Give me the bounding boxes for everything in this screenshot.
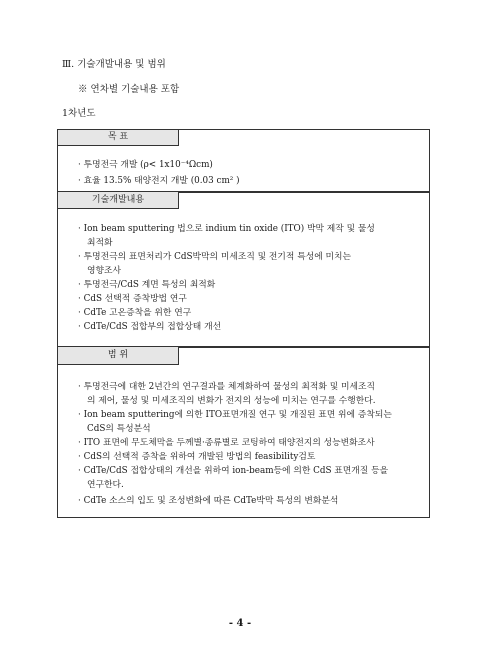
content-item-cont: 최적화	[87, 238, 113, 248]
content-item: · CdTe 고온증착을 위한 연구	[78, 308, 192, 318]
content-header: 기술개발내용	[58, 192, 179, 209]
scope-item: · Ion beam sputtering에 의한 ITO표면개질 연구 및 개질된 표면 위에 증착되는	[78, 410, 392, 420]
scope-item-cont: 의 제어, 물성 및 미세조직의 변화가 전지의 성능에 미치는 연구를 수행한다.	[87, 396, 376, 406]
scope-item: · 투명전극에 대한 2년간의 연구결과를 체계화하여 물성의 최적화 및 미세조직	[78, 382, 375, 392]
goals-header: 목 표	[58, 130, 179, 146]
content-item: · CdTe/CdS 접합부의 접합상태 개선	[78, 322, 222, 332]
goal-item: · 투명전극 개발 (ρ< 1x10⁻⁴Ωcm)	[78, 160, 213, 170]
scope-item: · CdTe/CdS 접합상태의 개선을 위하여 ion-beam등에 의한 CdS 표면개질 등을	[78, 466, 389, 476]
content-item: · 투명전극의 표면처리가 CdS박막의 미세조직 및 전기적 특성에 미치는	[78, 252, 351, 262]
goals-box	[57, 129, 430, 193]
goal-item: · 효율 13.5% 태양전지 개발 (0.03 cm² )	[78, 176, 240, 186]
scope-item-cont: 연구한다.	[87, 480, 124, 490]
year-label: 1차년도	[62, 108, 96, 119]
scope-item-cont: CdS의 특성분석	[87, 424, 151, 434]
scope-box	[57, 346, 430, 518]
scope-header: 범 위	[58, 347, 179, 365]
content-item: · CdS 선택적 증착방법 연구	[78, 294, 187, 304]
content-box	[57, 191, 430, 348]
page-number: - 4 -	[228, 618, 252, 629]
scope-item: · CdS의 선택적 증착을 위하여 개발된 방법의 feasibility검토	[78, 452, 316, 462]
section-title: Ⅲ. 기술개발내용 및 범위	[62, 59, 166, 70]
scope-item: · ITO 표면에 무도체막을 두께별·종류별로 코팅하여 태양전지의 성능변화조사	[78, 438, 375, 448]
scope-item: · CdTe 소스의 입도 및 조성변화에 따른 CdTe박막 특성의 변화분석	[78, 496, 339, 506]
content-item: · 투명전극/CdS 계면 특성의 최적화	[78, 280, 216, 290]
content-item-cont: 영향조사	[87, 266, 121, 276]
note: ※ 연차별 기술내용 포함	[78, 84, 180, 95]
content-item: · Ion beam sputtering 법으로 indium tin oxide (ITO) 박막 제작 및 물성	[78, 224, 375, 234]
